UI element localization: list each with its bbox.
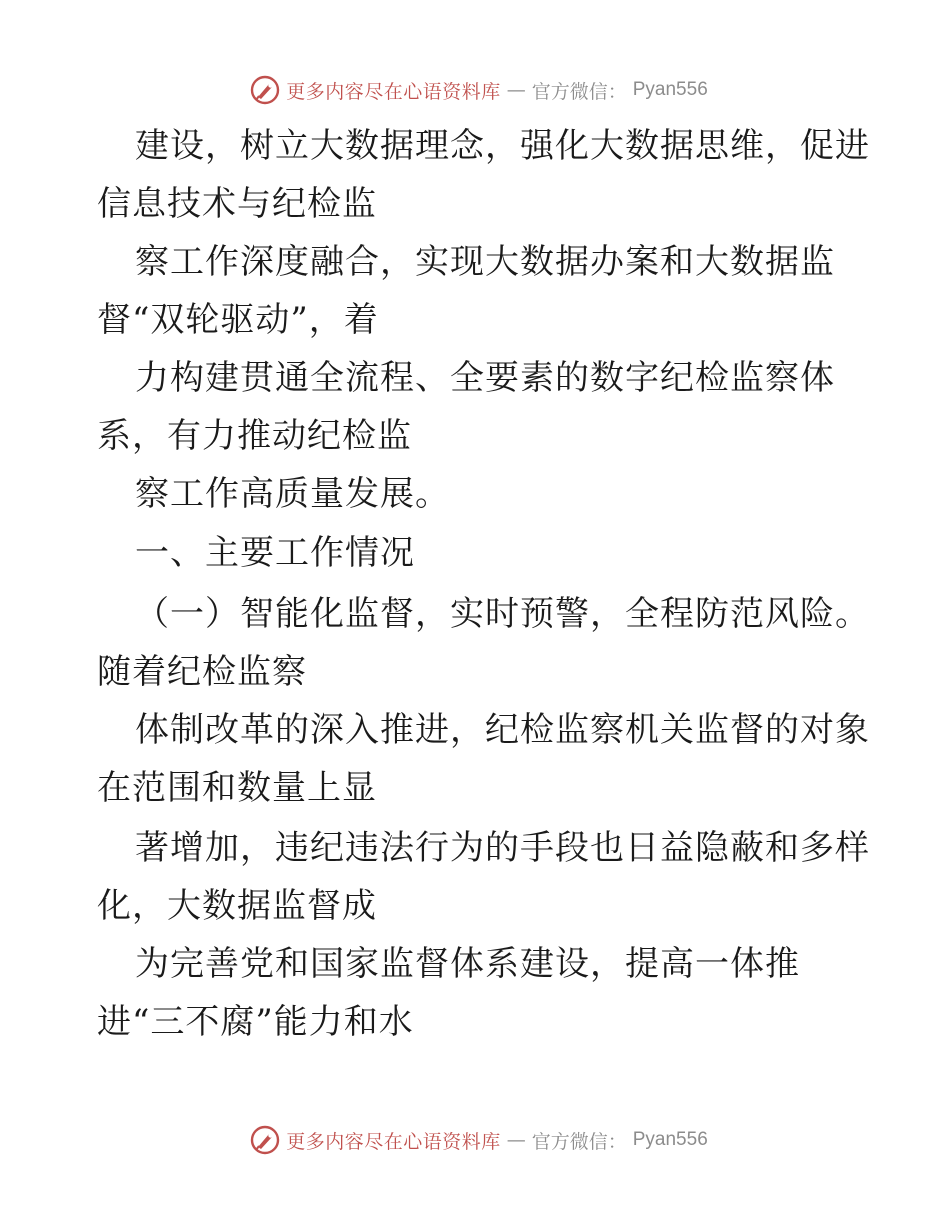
text-line: 信息技术与纪检监	[97, 184, 377, 224]
footer-wechat-label: 官方微信：	[531, 1130, 627, 1153]
text-line: 化，大数据监督成	[97, 886, 377, 926]
pen-nib-logo-icon	[250, 1125, 280, 1155]
text-line: 建设，树立大数据理念，强化大数据思维，促进	[135, 126, 870, 166]
text-line: 体制改革的深入推进，纪检监察机关监督的对象	[135, 710, 870, 750]
footer-separator: —	[506, 1129, 526, 1151]
text-line: 进“三不腐”能力和水	[97, 1002, 414, 1042]
text-line: 力构建贯通全流程、全要素的数字纪检监察体	[135, 358, 835, 398]
text-line: 为完善党和国家监督体系建设，提高一体推	[135, 944, 800, 984]
footer-banner	[0, 1120, 950, 1160]
header-separator: —	[506, 79, 526, 101]
text-line: 督“双轮驱动”，着	[97, 300, 379, 340]
footer-wechat-id: Pyan556	[632, 1129, 708, 1150]
subsection-heading: （一）智能化监督，实时预警，全程防范风险。	[135, 594, 870, 634]
header-site-text: 更多内容尽在心语资料库	[286, 80, 501, 103]
header-wechat-label: 官方微信：	[531, 80, 627, 103]
text-line: 系，有力推动纪检监	[97, 416, 412, 456]
header-banner-content	[250, 75, 708, 105]
text-line: 察工作高质量发展。	[135, 474, 450, 514]
text-line: 随着纪检监察	[97, 652, 307, 692]
section-heading: 一、主要工作情况	[135, 533, 415, 573]
text-line: 在范围和数量上显	[97, 768, 377, 808]
header-banner	[0, 70, 950, 110]
pen-nib-logo-icon	[250, 75, 280, 105]
text-line: 著增加，违纪违法行为的手段也日益隐蔽和多样	[135, 828, 870, 868]
text-line: 察工作深度融合，实现大数据办案和大数据监	[135, 242, 835, 282]
footer-site-text: 更多内容尽在心语资料库	[286, 1130, 501, 1153]
footer-banner-content	[250, 1125, 708, 1155]
header-wechat-id: Pyan556	[632, 79, 708, 100]
